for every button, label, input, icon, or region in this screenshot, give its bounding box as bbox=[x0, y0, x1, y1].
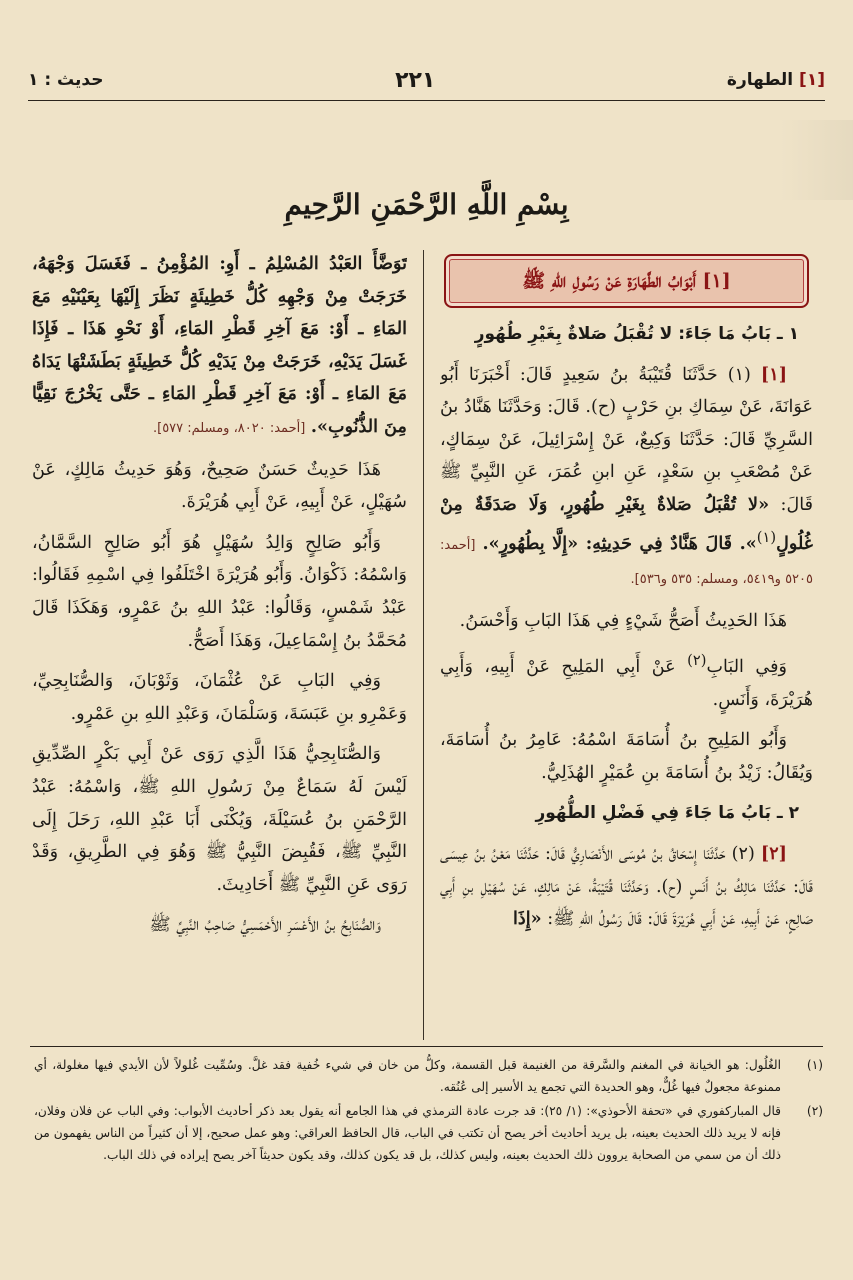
hadith-1-tail: ». قَالَ هَنَّادٌ فِي حَدِيثِهِ: «إِلَّا بِطُهُورٍ». bbox=[482, 532, 757, 554]
right-column bbox=[440, 248, 813, 1038]
header-rule bbox=[28, 100, 825, 101]
footnote-number: (٢) bbox=[806, 1104, 823, 1118]
footnote-number: (١) bbox=[806, 1058, 823, 1072]
paragraph-part: وَفِي البَابِ bbox=[706, 657, 787, 678]
hadith-2 bbox=[440, 838, 813, 936]
hadith-1-isnad: (١) حَدَّثَنَا قُتَيْبَةُ بنُ سَعِيدٍ قَالَ: أَخْبَرَنَا أَبُو عَوَانَةَ، عَنْ سِمَاكِ بنِ حَرْبٍ (ح). قَالَ: وَحَدَّثَنَا هَنَّادُ بنُ السَّرِيِّ قَالَ: حَدَّثَنَا وَكِيعٌ، عَنْ إِسْرَائِيلَ، عَنْ سِمَاكٍ، عَنْ مُصْعَبِ بنِ سَعْدٍ، عَنِ ابنِ عُمَرَ، عَنِ النَّبِيِّ ﷺ قَالَ: bbox=[440, 364, 813, 515]
book-title-box: [١] أَبْوَابُ الطَّهَارَةِ عَنْ رَسُولِ اللهِ ﷺ bbox=[444, 254, 809, 308]
basmala: بِسْمِ اللَّهِ الرَّحْمَنِ الرَّحِيمِ bbox=[284, 188, 569, 221]
section-heading bbox=[727, 70, 825, 90]
paragraph: وَأَبُو صَالِحٍ وَالِدُ سُهَيْلٍ هُوَ أَبُو صَالِحٍ السَّمَّانُ، وَاسْمُهُ: ذَكْوَانُ. وَأَبُو هُرَيْرَةَ اخْتَلَفُوا فِي اسْمِهِ فَقَالُوا: عَبْدُ شَمْسٍ، وَقَالُوا: عَبْدُ اللهِ بنُ عَمْرٍو، وَهَكَذَا قَالَ مُحَمَّدُ بنُ إِسْمَاعِيلَ، وَهَذَا أَصَحُّ. bbox=[32, 532, 407, 651]
matn-text: تَوَضَّأَ العَبْدُ المُسْلِمُ ـ أَوِ: المُؤْمِنُ ـ فَغَسَلَ وَجْهَهُ، خَرَجَتْ مِنْ وَجْهِهِ كُلُّ خَطِيئَةٍ نَظَرَ إِلَيْهَا بِعَيْنَيْهِ مَعَ المَاءِ ـ أَوْ: مَعَ آخِرِ قَطْرِ المَاءِ، أَوْ نَحْوِ هَذَا ـ فَإِذَا غَسَلَ يَدَيْهِ، خَرَجَتْ مِنْ يَدَيْهِ كُلُّ خَطِيئَةٍ بَطَشَتْهَا يَدَاهُ مَعَ المَاءِ ـ أَوْ: مَعَ آخِرِ قَطْرِ المَاءِ ـ حَتَّى يَخْرُجَ نَقِيًّا مِنَ الذُّنُوبِ». bbox=[32, 253, 407, 437]
matn-reference: [أحمد: ٨٠٢٠، ومسلم: ٥٧٧]. bbox=[152, 420, 306, 436]
paragraph bbox=[440, 645, 813, 716]
page-number: ٢٢١ bbox=[395, 67, 436, 93]
paragraph-part: عَنْ أَبِي المَلِيحِ عَنْ أَبِيهِ، وَأَبِي هُرَيْرَةَ، وَأَنَسٍ. bbox=[440, 657, 813, 710]
hadith-1-matn: «لا تُقْبَلُ صَلاةٌ بِغَيْرِ طُهُورٍ، وَلَا صَدَقَةٌ مِنْ غُلُولٍ bbox=[440, 493, 813, 554]
chapter-1-title: ١ ـ بَابُ مَا جَاءَ: لا تُقْبَلُ صَلاةٌ بِغَيْرِ طُهُورٍ bbox=[474, 324, 799, 344]
footnote-mark-1: (١) bbox=[756, 528, 777, 546]
hadith-2-matn-continued bbox=[32, 248, 407, 446]
hadith-2-isnad: (٢) حَدَّثَنَا إِسْحَاقُ بنُ مُوسَى الأَنْصَارِيُّ قَالَ: حَدَّثَنَا مَعْنُ بنُ عِيسَى قَالَ: حَدَّثَنَا مَالِكُ بنُ أَنَسٍ (ح). وَحَدَّثَنَا قُتَيْبَةُ، عَنْ مَالِكٍ، عَنْ سُهَيْلِ بنِ أَبِي صَالِحٍ، عَنْ أَبِيهِ، عَنْ أَبِي هُرَيْرَةَ قَالَ: قَالَ رَسُولُ اللهِ ﷺ: bbox=[440, 844, 813, 930]
column-separator bbox=[423, 250, 424, 1040]
footnote-text: الغُلُول: هو الخيانة في المغنم والسَّرقة من الغنيمة قبل القسمة، وكلُّ من خان في شيء خُفية فقد غلَّ. وسُمِّيت غُلولاً لأن الأيدي فيها مغلولة، أي ممنوعة مجعولٌ فيها غُلٌّ، وهو الحديدة التي تجمع يد الأسير إلى عُنُقه. bbox=[34, 1058, 781, 1094]
chapter-2-title: ٢ ـ بَابُ مَا جَاءَ فِي فَضْلِ الطُّهُورِ bbox=[535, 803, 799, 824]
footnote-mark-2: (٢) bbox=[687, 652, 707, 670]
section-title: الطهارة bbox=[726, 70, 794, 90]
footnote-text: قال المباركفوري في «تحفة الأحوذي»: (١/ ٢٥): قد جرت عادة الترمذي في هذا الجامع أنه يقول بعد ذكر أحاديث الأبواب: وفي الباب عن فلان وفلان، فإنه لا يريد ذلك الحديث بعينه، بل يريد أحاديث أخر يصح أن تكتب في الباب، قال الحافظ العراقي: وهو عمل صحيح، إلا أن كثيراً من الناس يفهمون من ذلك أن من سمي من الصحابة يروون ذلك الحديث بعينه، وليس كذلك، بل قد يكون كذلك، وقد يكون حديثاً آخر يصح إيراده في ذلك الباب. bbox=[34, 1104, 781, 1162]
hadith-1-reference: [أحمد: ٥٢٠٥ و٥٤١٩، ومسلم: ٥٣٥ و٥٣٦]. bbox=[440, 537, 813, 588]
paragraph: وَفِي البَابِ عَنْ عُثْمَانَ، وَثَوْبَانَ، وَالصُّنَابِحِيِّ، وَعَمْرِو بنِ عَبَسَةَ، وَسَلْمَانَ، وَعَبْدِ اللهِ بنِ عَمْرٍو. bbox=[32, 671, 407, 724]
footnotes bbox=[34, 1054, 823, 1250]
left-column bbox=[32, 248, 407, 1038]
paragraph: هَذَا الحَدِيثُ أَصَحُّ شَيْءٍ فِي هَذَا البَابِ وَأَحْسَنُ. bbox=[459, 610, 787, 631]
paragraph: هَذَا حَدِيثٌ حَسَنٌ صَحِيحٌ، وَهُوَ حَدِيثُ مَالِكٍ، عَنْ سُهَيْلٍ، عَنْ أَبِيهِ، عَنْ أَبِي هُرَيْرَةَ. bbox=[32, 459, 407, 513]
hadith-1 bbox=[440, 359, 813, 597]
footnote bbox=[34, 1054, 823, 1098]
hadith-label: حديث : ١ bbox=[28, 70, 104, 90]
section-number: [١] bbox=[799, 70, 825, 90]
paragraph: وَالصُّنَابِحِيُّ هَذَا الَّذِي رَوَى عَنْ أَبِي بَكْرٍ الصِّدِّيقِ لَيْسَ لَهُ سَمَاعٌ مِنْ رَسُولِ اللهِ ﷺ، وَاسْمُهُ: عَبْدُ الرَّحْمَنِ بنُ عُسَيْلَةَ، وَيُكْنَى أَبَا عَبْدِ اللهِ، رَحَلَ إِلَى النَّبِيِّ ﷺ، فَقُبِضَ النَّبِيُّ ﷺ وَهُوَ فِي الطَّرِيقِ، وَقَدْ رَوَى عَنِ النَّبِيِّ ﷺ أَحَادِيثَ. bbox=[32, 744, 407, 895]
hadith-2-matn: «إِذَا bbox=[513, 908, 542, 930]
footnote bbox=[34, 1100, 823, 1166]
paragraph: وَالصُّنَابِحُ بنُ الأَعْسَرِ الأَحْمَسِيُّ صَاحِبُ النَّبِيِّ ﷺ bbox=[149, 915, 381, 936]
paragraph: وَأَبُو المَلِيحِ بنُ أُسَامَةَ اسْمُهُ: عَامِرُ بنُ أُسَامَةَ، وَيُقَالُ: زَيْدُ بنُ أُسَامَةَ بنِ عُمَيْرٍ الهُذَلِيُّ. bbox=[440, 730, 813, 783]
hadith-2-marker: [٢] bbox=[760, 843, 787, 865]
footnote-rule bbox=[30, 1046, 823, 1047]
running-head bbox=[28, 62, 825, 98]
hadith-1-marker: [١] bbox=[760, 363, 788, 385]
